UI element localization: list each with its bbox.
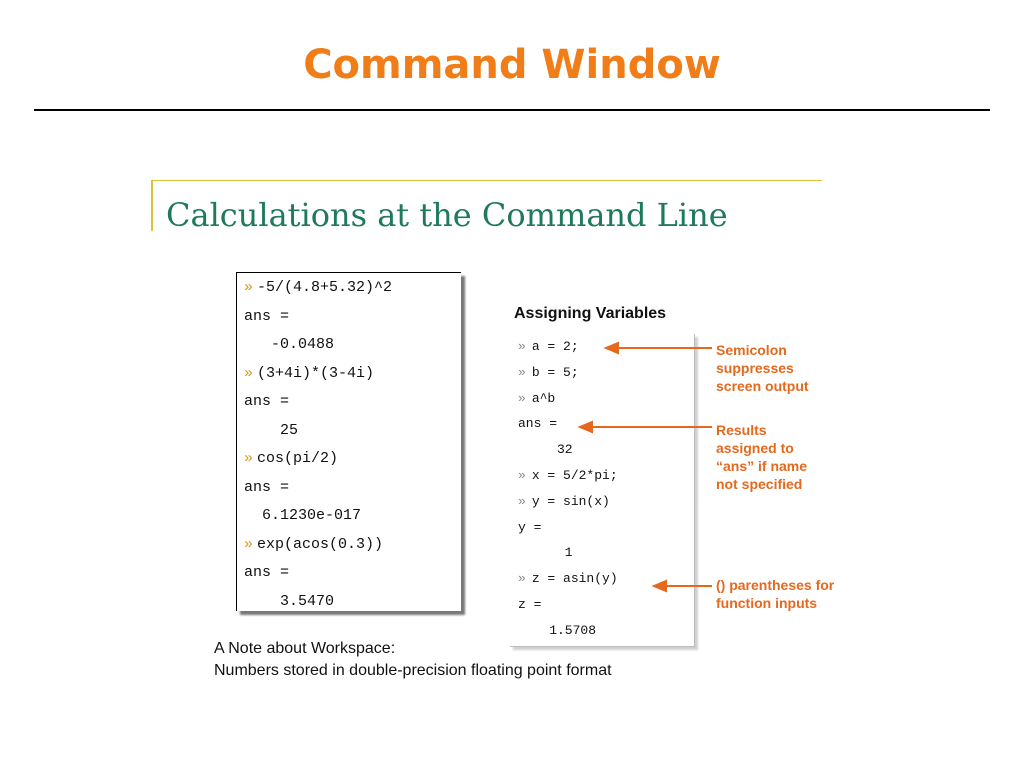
assign-text: 1: [518, 545, 573, 561]
note-line: () parentheses for: [716, 577, 835, 593]
note-line: Results: [716, 422, 767, 438]
command-text: ans =: [244, 307, 290, 325]
assign-text: a^b: [531, 390, 556, 406]
prompt-icon: »: [518, 339, 526, 354]
note-line: function inputs: [716, 595, 818, 611]
arrowhead-icon: [606, 343, 618, 353]
assign-text: b = 5;: [531, 364, 579, 380]
workspace-note-title: A Note about Workspace:: [214, 640, 396, 657]
arrowhead-icon: [654, 581, 666, 591]
prompt-icon: »: [518, 390, 526, 406]
assign-text: 1.5708: [518, 622, 597, 638]
note-line: suppresses: [716, 360, 794, 376]
note-line: assigned to: [716, 440, 794, 456]
prompt-icon: »: [518, 468, 526, 483]
note-line: Semicolon: [716, 342, 787, 358]
note-line: “ans” if name: [716, 458, 808, 474]
prompt-icon: »: [518, 364, 526, 380]
command-text: ans =: [244, 478, 290, 496]
prompt-icon: »: [244, 535, 254, 553]
command-text: exp(acos(0.3)): [257, 535, 384, 553]
workspace-note-text: Numbers stored in double-precision floating point format: [214, 662, 612, 679]
assign-text: 32: [518, 442, 573, 458]
command-text: 6.1230e-017: [244, 507, 362, 524]
assign-text: a = 2;: [531, 339, 579, 354]
note-line: not specified: [716, 476, 803, 492]
command-text: 3.5470: [244, 592, 335, 610]
command-text: -0.0488: [244, 336, 335, 353]
assign-text: y =: [518, 519, 542, 535]
assign-text: y = sin(x): [531, 493, 610, 509]
command-text: (3+4i)*(3-4i): [257, 364, 375, 382]
command-text: cos(pi/2): [257, 450, 339, 467]
command-text: ans =: [244, 564, 290, 581]
section-heading: Calculations at the Command Line: [166, 196, 728, 234]
command-text: -5/(4.8+5.32)^2: [257, 279, 393, 296]
slide-title: Command Window: [303, 42, 721, 88]
command-text: ans =: [244, 393, 290, 410]
note-line: screen output: [716, 378, 809, 394]
assign-text: z =: [518, 597, 542, 612]
prompt-icon: »: [244, 279, 254, 296]
assign-text: ans =: [518, 416, 558, 432]
prompt-icon: »: [244, 450, 254, 467]
command-text: 25: [244, 421, 299, 439]
assigning-variables-title: Assigning Variables: [514, 305, 667, 322]
prompt-icon: »: [244, 364, 254, 382]
workspace-note: [214, 638, 612, 682]
assign-text: z = asin(y): [531, 571, 618, 587]
arrowhead-icon: [580, 422, 592, 432]
prompt-icon: »: [518, 571, 526, 587]
assign-text: x = 5/2*pi;: [531, 468, 618, 483]
prompt-icon: »: [518, 493, 526, 509]
